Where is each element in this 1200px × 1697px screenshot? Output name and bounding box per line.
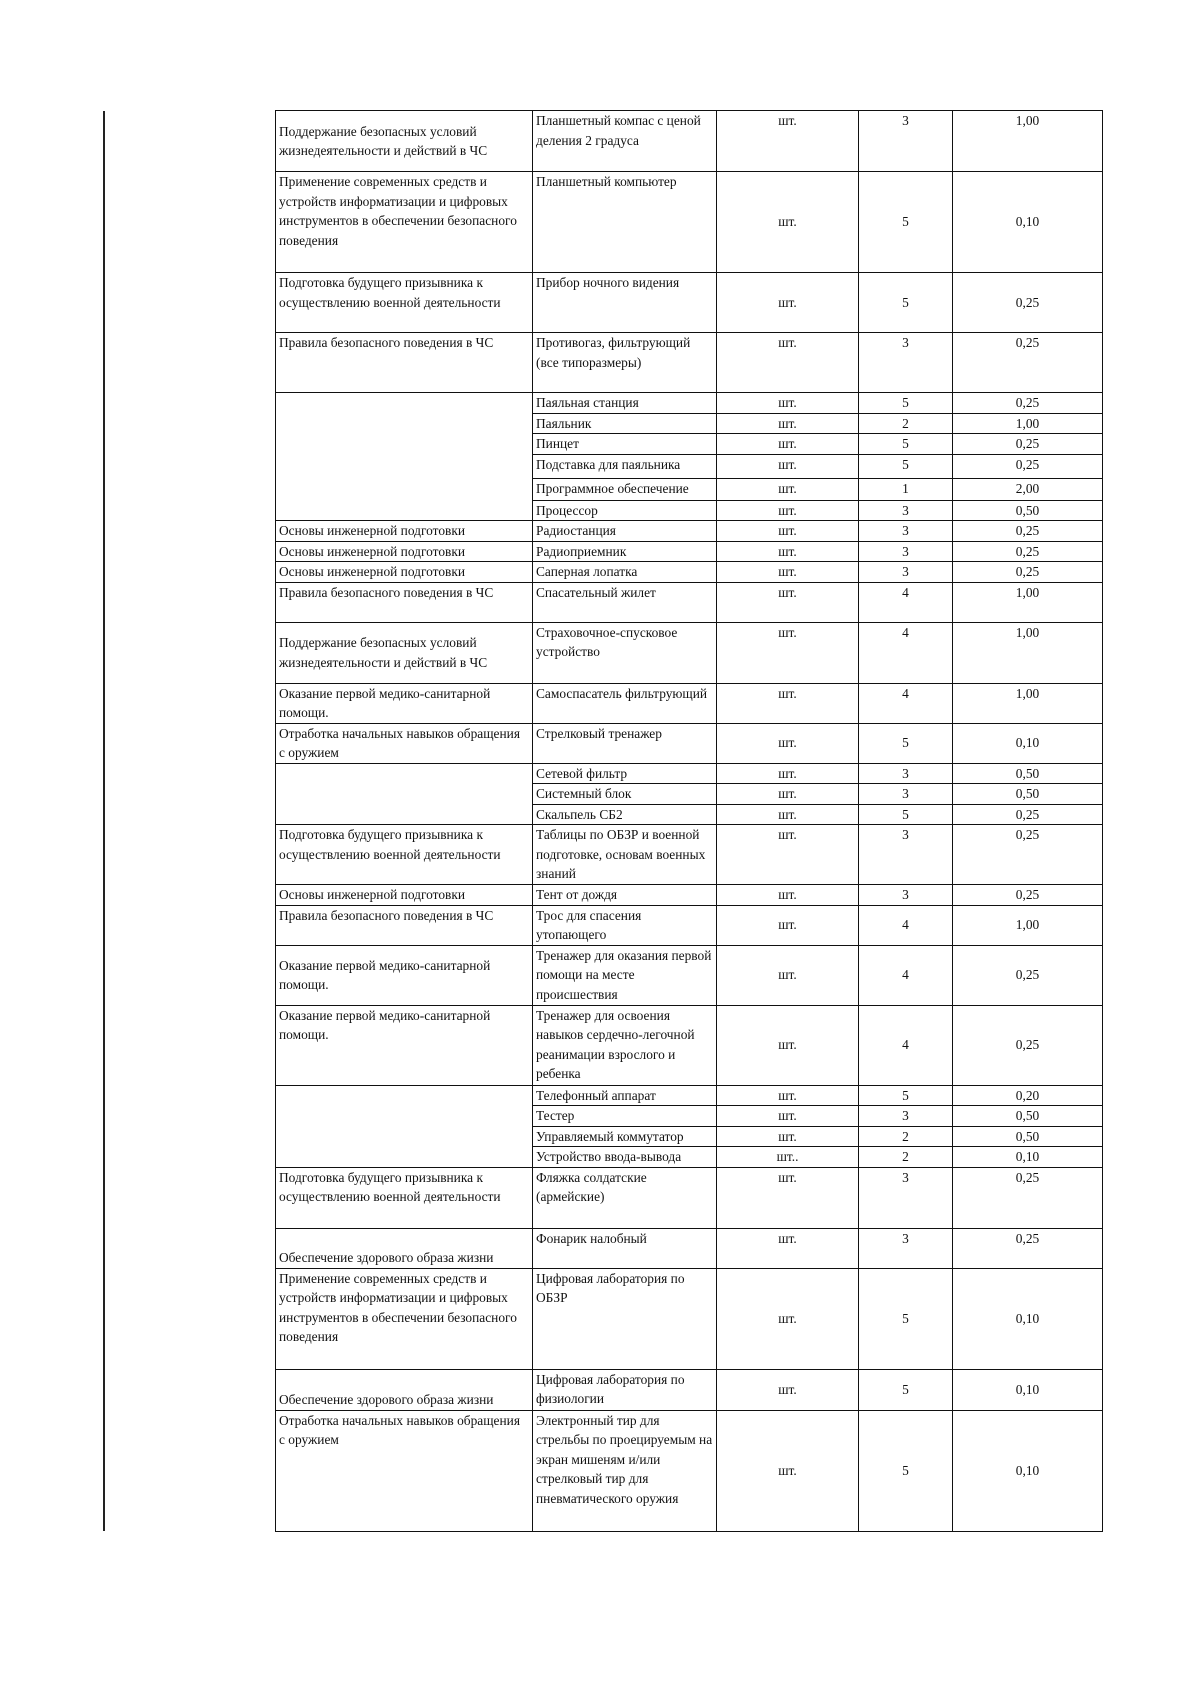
section-cell: Применение современных средств и устройств информатизации и цифровых инструментов в обеспечении безопасного поведения — [276, 1268, 533, 1369]
quantity-cell: 3 — [859, 784, 953, 805]
quantity-cell: 1 — [859, 478, 953, 500]
item-name-cell: Цифровая лаборатория по физиологии — [533, 1369, 717, 1410]
quantity-cell: 3 — [859, 521, 953, 542]
table-row — [276, 825, 1103, 885]
table-row — [276, 1085, 1103, 1106]
item-name-cell: Тренажер для оказания первой помощи на месте происшествия — [533, 945, 717, 1005]
table-row — [276, 683, 1103, 723]
item-name-cell: Спасательный жилет — [533, 582, 717, 622]
section-cell: Отработка начальных навыков обращения с оружием — [276, 1410, 533, 1531]
unit-cell: шт. — [717, 273, 859, 333]
item-name-cell: Стрелковый тренажер — [533, 723, 717, 763]
ratio-cell: 0,10 — [953, 1410, 1103, 1531]
section-cell: Отработка начальных навыков обращения с оружием — [276, 723, 533, 763]
equipment-table-body — [276, 111, 1103, 1532]
quantity-cell: 3 — [859, 111, 953, 172]
unit-cell: шт. — [717, 1228, 859, 1268]
table-row — [276, 1268, 1103, 1369]
table-row — [276, 273, 1103, 333]
ratio-cell: 0,25 — [953, 454, 1103, 478]
unit-cell: шт. — [717, 478, 859, 500]
quantity-cell: 3 — [859, 1106, 953, 1127]
quantity-cell: 3 — [859, 1167, 953, 1228]
item-name-cell: Скальпель СБ2 — [533, 804, 717, 825]
table-row — [276, 1005, 1103, 1085]
unit-cell: шт. — [717, 393, 859, 414]
quantity-cell: 2 — [859, 1126, 953, 1147]
table-row — [276, 1410, 1103, 1531]
quantity-cell: 5 — [859, 804, 953, 825]
item-name-cell: Радиостанция — [533, 521, 717, 542]
unit-cell: шт. — [717, 804, 859, 825]
section-cell: Правила безопасного поведения в ЧС — [276, 582, 533, 622]
table-row — [276, 172, 1103, 273]
quantity-cell: 4 — [859, 945, 953, 1005]
section-cell — [276, 393, 533, 521]
unit-cell: шт. — [717, 723, 859, 763]
ratio-cell: 0,25 — [953, 1005, 1103, 1085]
table-row — [276, 945, 1103, 1005]
unit-cell: шт. — [717, 1106, 859, 1127]
unit-cell: шт. — [717, 1369, 859, 1410]
ratio-cell: 0,10 — [953, 172, 1103, 273]
table-row — [276, 111, 1103, 172]
item-name-cell: Телефонный аппарат — [533, 1085, 717, 1106]
quantity-cell: 4 — [859, 683, 953, 723]
table-row — [276, 393, 1103, 414]
unit-cell: шт. — [717, 1005, 859, 1085]
ratio-cell: 0,25 — [953, 434, 1103, 455]
quantity-cell: 3 — [859, 333, 953, 393]
ratio-cell: 0,20 — [953, 1085, 1103, 1106]
ratio-cell: 0,25 — [953, 562, 1103, 583]
ratio-cell: 0,25 — [953, 333, 1103, 393]
section-cell: Оказание первой медико-санитарной помощи. — [276, 1005, 533, 1085]
equipment-table — [275, 110, 1103, 1532]
ratio-cell: 0,10 — [953, 1147, 1103, 1168]
ratio-cell: 1,00 — [953, 905, 1103, 945]
item-name-cell: Сетевой фильтр — [533, 763, 717, 784]
ratio-cell: 0,25 — [953, 1167, 1103, 1228]
table-row — [276, 541, 1103, 562]
unit-cell: шт. — [717, 1167, 859, 1228]
ratio-cell: 0,25 — [953, 1228, 1103, 1268]
table-row — [276, 521, 1103, 542]
section-cell: Основы инженерной подготовки — [276, 521, 533, 542]
item-name-cell: Паяльник — [533, 413, 717, 434]
item-name-cell: Цифровая лаборатория по ОБЗР — [533, 1268, 717, 1369]
quantity-cell: 5 — [859, 172, 953, 273]
unit-cell: шт. — [717, 521, 859, 542]
quantity-cell: 3 — [859, 500, 953, 521]
unit-cell: шт. — [717, 500, 859, 521]
quantity-cell: 5 — [859, 723, 953, 763]
quantity-cell: 3 — [859, 885, 953, 906]
section-cell — [276, 763, 533, 825]
unit-cell: шт. — [717, 172, 859, 273]
item-name-cell: Планшетный компас с ценой деления 2 градуса — [533, 111, 717, 172]
quantity-cell: 4 — [859, 622, 953, 683]
ratio-cell: 0,10 — [953, 1369, 1103, 1410]
item-name-cell: Пинцет — [533, 434, 717, 455]
unit-cell: шт. — [717, 683, 859, 723]
item-name-cell: Тренажер для освоения навыков сердечно-легочной реанимации взрослого и ребенка — [533, 1005, 717, 1085]
quantity-cell: 5 — [859, 1410, 953, 1531]
quantity-cell: 3 — [859, 763, 953, 784]
ratio-cell: 0,25 — [953, 885, 1103, 906]
section-cell: Обеспечение здорового образа жизни — [276, 1369, 533, 1410]
ratio-cell: 0,50 — [953, 784, 1103, 805]
quantity-cell: 5 — [859, 1369, 953, 1410]
table-row — [276, 885, 1103, 906]
unit-cell: шт. — [717, 541, 859, 562]
item-name-cell: Трос для спасения утопающего — [533, 905, 717, 945]
section-cell: Обеспечение здорового образа жизни — [276, 1228, 533, 1268]
unit-cell: шт. — [717, 825, 859, 885]
ratio-cell: 0,25 — [953, 945, 1103, 1005]
table-row — [276, 763, 1103, 784]
quantity-cell: 4 — [859, 582, 953, 622]
quantity-cell: 3 — [859, 562, 953, 583]
item-name-cell: Электронный тир для стрельбы по проецируемым на экран мишеням и/или стрелковый тир для пневматического оружия — [533, 1410, 717, 1531]
table-row — [276, 905, 1103, 945]
ratio-cell: 0,50 — [953, 500, 1103, 521]
section-cell: Поддержание безопасных условий жизнедеятельности и действий в ЧС — [276, 622, 533, 683]
ratio-cell: 1,00 — [953, 683, 1103, 723]
section-cell: Оказание первой медико-санитарной помощи. — [276, 945, 533, 1005]
section-cell: Подготовка будущего призывника к осуществлению военной деятельности — [276, 1167, 533, 1228]
unit-cell: шт. — [717, 434, 859, 455]
item-name-cell: Программное обеспечение — [533, 478, 717, 500]
table-row — [276, 622, 1103, 683]
item-name-cell: Процессор — [533, 500, 717, 521]
ratio-cell: 1,00 — [953, 111, 1103, 172]
section-cell: Правила безопасного поведения в ЧС — [276, 333, 533, 393]
quantity-cell: 5 — [859, 273, 953, 333]
ratio-cell: 1,00 — [953, 413, 1103, 434]
item-name-cell: Устройство ввода-вывода — [533, 1147, 717, 1168]
quantity-cell: 2 — [859, 1147, 953, 1168]
item-name-cell: Противогаз, фильтрующий (все типоразмеры) — [533, 333, 717, 393]
unit-cell: шт.. — [717, 1147, 859, 1168]
item-name-cell: Тестер — [533, 1106, 717, 1127]
unit-cell: шт. — [717, 1085, 859, 1106]
item-name-cell: Системный блок — [533, 784, 717, 805]
unit-cell: шт. — [717, 582, 859, 622]
quantity-cell: 5 — [859, 1085, 953, 1106]
unit-cell: шт. — [717, 111, 859, 172]
unit-cell: шт. — [717, 1410, 859, 1531]
page-margin-line — [103, 111, 105, 1531]
ratio-cell: 0,25 — [953, 541, 1103, 562]
item-name-cell: Самоспасатель фильтрующий — [533, 683, 717, 723]
unit-cell: шт. — [717, 885, 859, 906]
ratio-cell: 0,10 — [953, 723, 1103, 763]
item-name-cell: Паяльная станция — [533, 393, 717, 414]
ratio-cell: 1,00 — [953, 582, 1103, 622]
ratio-cell: 0,50 — [953, 763, 1103, 784]
unit-cell: шт. — [717, 454, 859, 478]
ratio-cell: 0,25 — [953, 521, 1103, 542]
ratio-cell: 0,50 — [953, 1106, 1103, 1127]
ratio-cell: 0,25 — [953, 273, 1103, 333]
section-cell: Подготовка будущего призывника к осуществлению военной деятельности — [276, 825, 533, 885]
item-name-cell: Прибор ночного видения — [533, 273, 717, 333]
unit-cell: шт. — [717, 333, 859, 393]
item-name-cell: Подставка для паяльника — [533, 454, 717, 478]
quantity-cell: 5 — [859, 454, 953, 478]
quantity-cell: 4 — [859, 1005, 953, 1085]
item-name-cell: Страховочное-спусковое устройство — [533, 622, 717, 683]
ratio-cell: 2,00 — [953, 478, 1103, 500]
quantity-cell: 3 — [859, 541, 953, 562]
unit-cell: шт. — [717, 562, 859, 583]
table-row — [276, 723, 1103, 763]
table-row — [276, 582, 1103, 622]
table-row — [276, 1369, 1103, 1410]
table-row — [276, 333, 1103, 393]
table-row — [276, 1167, 1103, 1228]
ratio-cell: 0,50 — [953, 1126, 1103, 1147]
ratio-cell: 0,10 — [953, 1268, 1103, 1369]
unit-cell: шт. — [717, 784, 859, 805]
section-cell: Применение современных средств и устройств информатизации и цифровых инструментов в обеспечении безопасного поведения — [276, 172, 533, 273]
item-name-cell: Таблицы по ОБЗР и военной подготовке, основам военных знаний — [533, 825, 717, 885]
unit-cell: шт. — [717, 763, 859, 784]
unit-cell: шт. — [717, 1268, 859, 1369]
section-cell: Основы инженерной подготовки — [276, 541, 533, 562]
table-row — [276, 1228, 1103, 1268]
item-name-cell: Фляжка солдатские (армейские) — [533, 1167, 717, 1228]
item-name-cell: Управляемый коммутатор — [533, 1126, 717, 1147]
quantity-cell: 4 — [859, 905, 953, 945]
section-cell: Основы инженерной подготовки — [276, 885, 533, 906]
unit-cell: шт. — [717, 413, 859, 434]
quantity-cell: 3 — [859, 1228, 953, 1268]
section-cell — [276, 1085, 533, 1167]
item-name-cell: Планшетный компьютер — [533, 172, 717, 273]
section-cell: Оказание первой медико-санитарной помощи. — [276, 683, 533, 723]
table-row — [276, 562, 1103, 583]
section-cell: Правила безопасного поведения в ЧС — [276, 905, 533, 945]
quantity-cell: 5 — [859, 434, 953, 455]
section-cell: Основы инженерной подготовки — [276, 562, 533, 583]
quantity-cell: 5 — [859, 393, 953, 414]
ratio-cell: 0,25 — [953, 825, 1103, 885]
quantity-cell: 2 — [859, 413, 953, 434]
item-name-cell: Тент от дождя — [533, 885, 717, 906]
ratio-cell: 0,25 — [953, 393, 1103, 414]
quantity-cell: 3 — [859, 825, 953, 885]
section-cell: Подготовка будущего призывника к осуществлению военной деятельности — [276, 273, 533, 333]
unit-cell: шт. — [717, 945, 859, 1005]
unit-cell: шт. — [717, 905, 859, 945]
item-name-cell: Фонарик налобный — [533, 1228, 717, 1268]
item-name-cell: Саперная лопатка — [533, 562, 717, 583]
ratio-cell: 1,00 — [953, 622, 1103, 683]
unit-cell: шт. — [717, 622, 859, 683]
section-cell: Поддержание безопасных условий жизнедеятельности и действий в ЧС — [276, 111, 533, 172]
quantity-cell: 5 — [859, 1268, 953, 1369]
unit-cell: шт. — [717, 1126, 859, 1147]
ratio-cell: 0,25 — [953, 804, 1103, 825]
item-name-cell: Радиоприемник — [533, 541, 717, 562]
